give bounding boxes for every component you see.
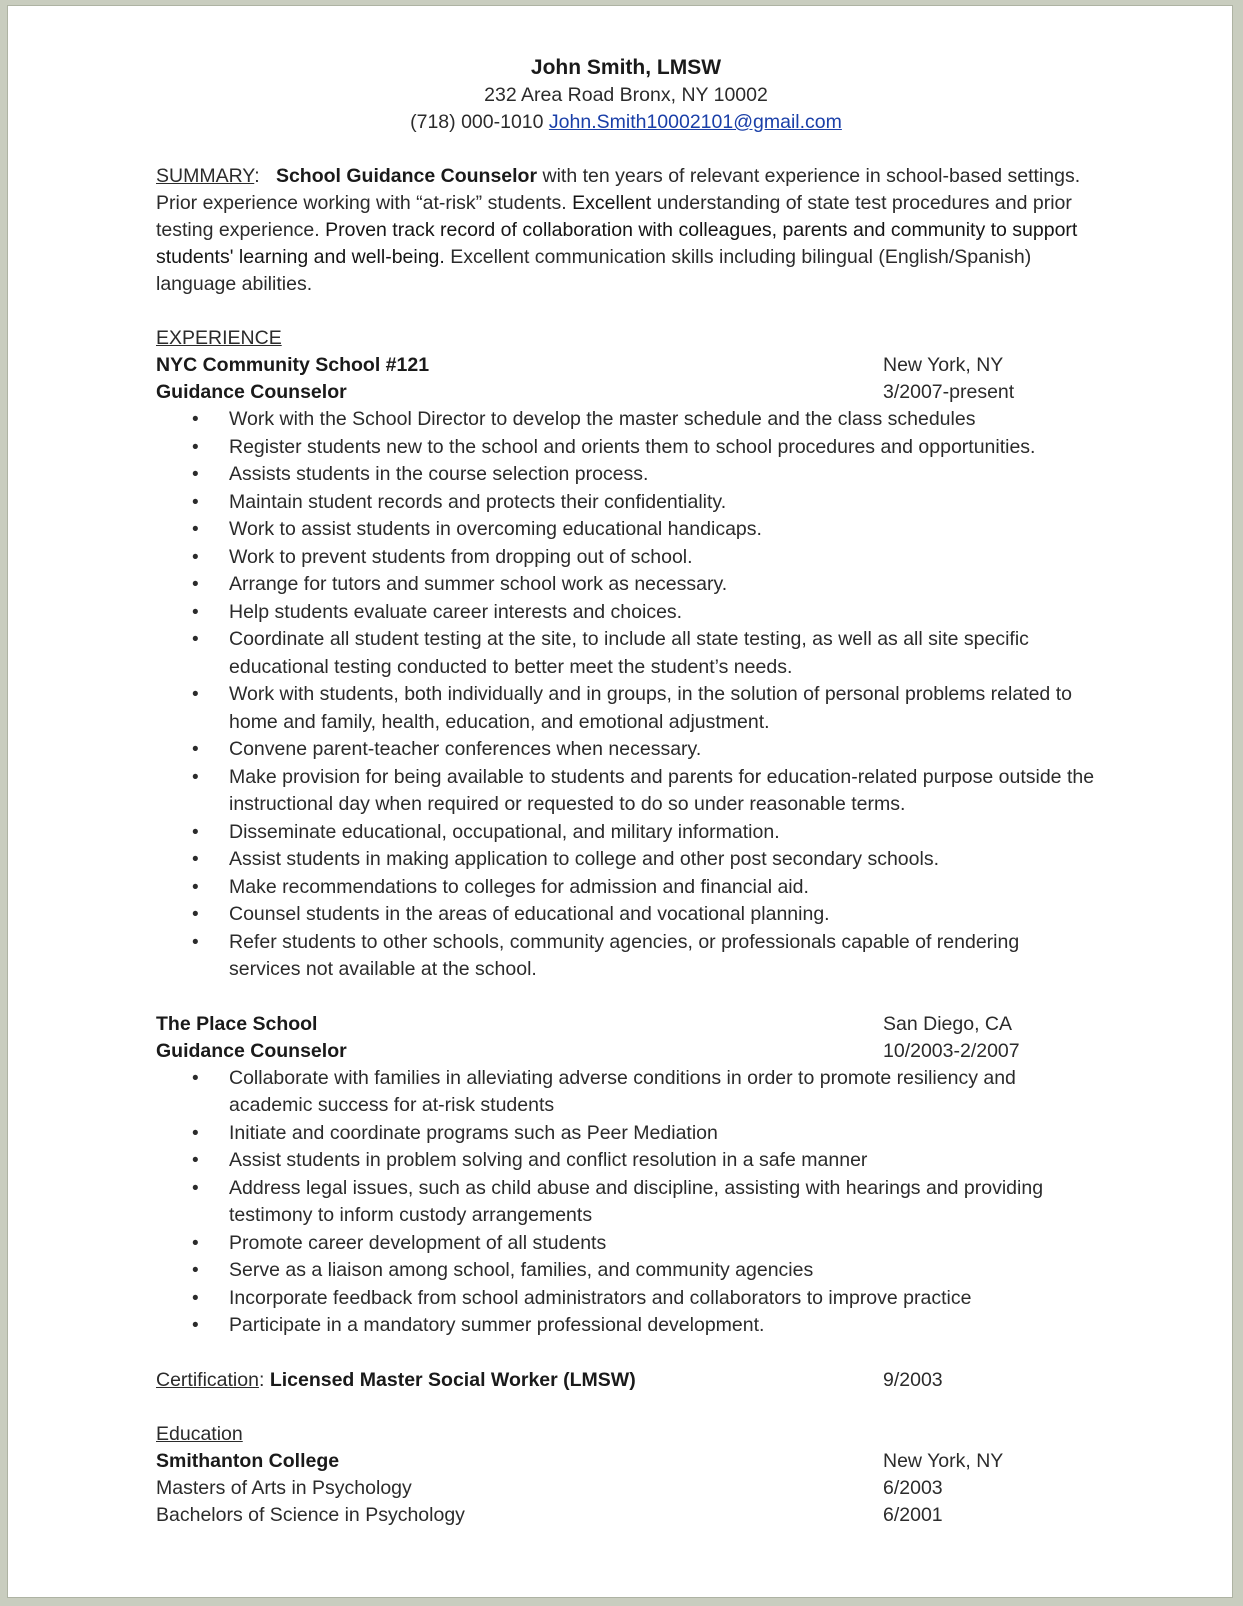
education-heading: Education	[156, 1422, 243, 1445]
summary-text-1: with ten years of relevant experience in school-based settings. Prior experience working with “at-risk” students.	[156, 165, 1081, 214]
summary-text-2: Excellent	[572, 192, 652, 214]
summary-text-3: understanding of state test procedures and prior testing experience.	[156, 192, 1072, 241]
list-item: • Refer students to other schools, community agencies, or professionals capable of rendering services not available at the school.	[156, 929, 1096, 984]
candidate-phone: (718) 000-1010	[410, 111, 544, 133]
job-1-title-row	[156, 379, 1096, 406]
list-item: • Register students new to the school and orients them to school procedures and opportunities.	[156, 434, 1096, 462]
summary-section	[156, 163, 1096, 298]
education-school-row	[156, 1448, 1096, 1475]
job-2-dates: 10/2003-2/2007	[883, 1039, 1020, 1062]
list-item: • Assists students in the course selection process.	[156, 461, 1096, 489]
list-item: • Make recommendations to colleges for admission and financial aid.	[156, 874, 1096, 902]
contact-line	[156, 109, 1096, 136]
list-item: • Assist students in making application to college and other post secondary schools.	[156, 846, 1096, 874]
education-degree-1-date: 6/2003	[883, 1476, 943, 1499]
list-item: • Work to assist students in overcoming educational handicaps.	[156, 516, 1096, 544]
list-item: • Convene parent-teacher conferences when necessary.	[156, 736, 1096, 764]
summary-text-5: Excellent communication skills including bilingual (English/Spanish) language abilities.	[156, 246, 1032, 295]
list-item: • Work with the School Director to develop the master schedule and the class schedules	[156, 406, 1096, 434]
certification-colon: :	[258, 1368, 270, 1391]
job-entry-1	[156, 352, 1096, 984]
resume-content	[156, 54, 1096, 1529]
summary-colon: :	[254, 165, 260, 187]
job-entry-2	[156, 1011, 1096, 1340]
summary-text-4: Proven track record of collaboration with colleagues, parents and community to support students' learning and well-being.	[156, 219, 1078, 268]
education-degree-1: Masters of Arts in Psychology	[156, 1476, 412, 1499]
list-item: • Participate in a mandatory summer professional development.	[156, 1312, 1096, 1340]
list-item: • Maintain student records and protects their confidentiality.	[156, 489, 1096, 517]
certification-heading: Certification	[156, 1368, 259, 1391]
summary-role: School Guidance Counselor	[275, 165, 538, 187]
summary-heading: SUMMARY	[156, 165, 255, 187]
education-school: Smithanton College	[156, 1449, 340, 1472]
list-item: • Arrange for tutors and summer school work as necessary.	[156, 571, 1096, 599]
certification-row	[156, 1367, 1096, 1394]
job-1-bullet-list	[156, 406, 1096, 984]
list-item: • Coordinate all student testing at the site, to include all state testing, as well as all site specific educational testing conducted to better meet the student’s needs.	[156, 626, 1096, 681]
certification-date: 9/2003	[883, 1368, 943, 1391]
list-item: • Initiate and coordinate programs such as Peer Mediation	[156, 1120, 1096, 1148]
job-1-dates: 3/2007-present	[883, 381, 1015, 403]
list-item: • Counsel students in the areas of educational and vocational planning.	[156, 901, 1096, 929]
education-degree-row	[156, 1502, 1096, 1529]
job-2-employer-row	[156, 1011, 1096, 1038]
job-2-title: Guidance Counselor	[156, 1039, 347, 1062]
experience-section	[156, 325, 1096, 1340]
list-item: • Promote career development of all students	[156, 1230, 1096, 1258]
education-section	[156, 1421, 1096, 1529]
list-item: • Address legal issues, such as child abuse and discipline, assisting with hearings and providing testimony to inform custody arrangements	[156, 1175, 1096, 1230]
list-item: • Work with students, both individually and in groups, in the solution of personal problems related to home and family, health, education, and emotional adjustment.	[156, 681, 1096, 736]
certification-name: Licensed Master Social Worker (LMSW)	[269, 1368, 636, 1391]
job-1-title: Guidance Counselor	[156, 381, 347, 403]
list-item: • Serve as a liaison among school, families, and community agencies	[156, 1257, 1096, 1285]
candidate-email-link[interactable]: John.Smith10002101@gmail.com	[548, 111, 842, 133]
job-1-location: New York, NY	[883, 354, 1004, 376]
job-2-employer: The Place School	[156, 1012, 318, 1035]
job-1-employer-row	[156, 352, 1096, 379]
certification-section	[156, 1367, 1096, 1394]
job-2-title-row	[156, 1038, 1096, 1065]
education-degree-row	[156, 1475, 1096, 1502]
candidate-address: 232 Area Road Bronx, NY 10002	[484, 84, 768, 106]
list-item: • Work to prevent students from dropping out of school.	[156, 544, 1096, 572]
education-location: New York, NY	[883, 1449, 1004, 1472]
job-2-bullet-list	[156, 1065, 1096, 1340]
list-item: • Disseminate educational, occupational, and military information.	[156, 819, 1096, 847]
list-item: • Make provision for being available to students and parents for education-related purpose outside the instructional day when required or requested to do so under reasonable terms.	[156, 764, 1096, 819]
experience-heading: EXPERIENCE	[156, 327, 282, 349]
education-degree-2-date: 6/2001	[883, 1503, 943, 1526]
job-1-employer: NYC Community School #121	[156, 354, 430, 376]
resume-page	[7, 5, 1233, 1598]
job-2-location: San Diego, CA	[883, 1012, 1012, 1035]
candidate-name: John Smith, LMSW	[530, 56, 722, 79]
list-item: • Help students evaluate career interests and choices.	[156, 599, 1096, 627]
certification-text	[156, 1367, 883, 1394]
list-item: • Incorporate feedback from school administrators and collaborators to improve practice	[156, 1285, 1096, 1313]
education-degree-2: Bachelors of Science in Psychology	[156, 1503, 465, 1526]
list-item: • Collaborate with families in alleviating adverse conditions in order to promote resiliency and academic success for at-risk students	[156, 1065, 1096, 1120]
resume-header	[156, 54, 1096, 136]
list-item: • Assist students in problem solving and conflict resolution in a safe manner	[156, 1147, 1096, 1175]
